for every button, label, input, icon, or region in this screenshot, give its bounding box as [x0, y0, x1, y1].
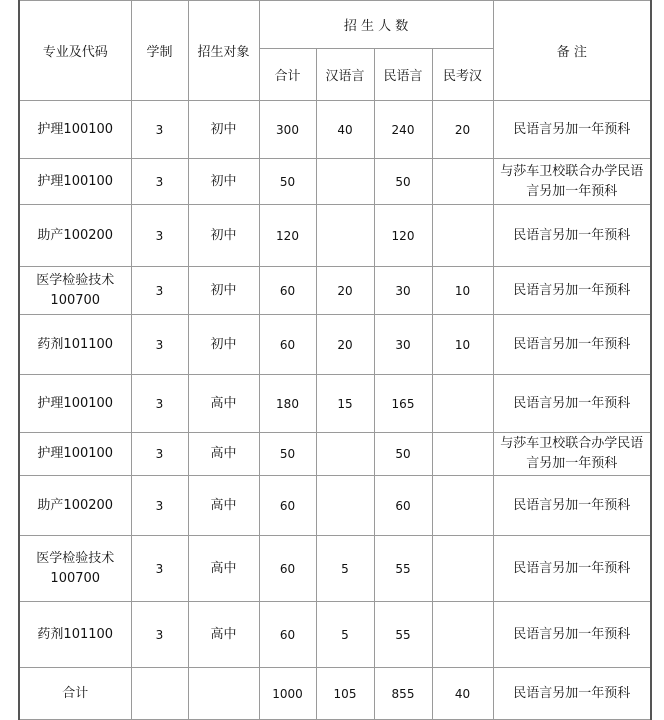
cell-major: 助产100200 [19, 205, 131, 267]
cell-remark: 民语言另加一年预科 [493, 267, 651, 315]
cell-total: 50 [259, 433, 316, 476]
header-han: 汉语言 [316, 49, 374, 101]
cell-major: 护理100100 [19, 375, 131, 433]
cell-total: 60 [259, 476, 316, 536]
cell-years: 3 [131, 205, 188, 267]
cell-remark: 民语言另加一年预科 [493, 536, 651, 602]
cell-han: 40 [316, 101, 374, 159]
table-row [19, 375, 651, 433]
cell-han: 15 [316, 375, 374, 433]
table-row [19, 315, 651, 375]
cell-target: 初中 [188, 159, 259, 205]
enrollment-table [18, 0, 652, 720]
cell-min: 55 [374, 602, 432, 668]
cell-years: 3 [131, 267, 188, 315]
table-row [19, 602, 651, 668]
cell-target: 初中 [188, 315, 259, 375]
cell-target: 高中 [188, 476, 259, 536]
cell-years: 3 [131, 433, 188, 476]
total-total: 1000 [259, 668, 316, 720]
total-label: 合计 [19, 668, 131, 720]
table-row [19, 101, 651, 159]
cell-min: 55 [374, 536, 432, 602]
cell-total: 50 [259, 159, 316, 205]
cell-years: 3 [131, 159, 188, 205]
cell-remark: 与莎车卫校联合办学民语言另加一年预科 [493, 159, 651, 205]
total-han: 105 [316, 668, 374, 720]
cell-target: 初中 [188, 101, 259, 159]
table-row [19, 536, 651, 602]
table-row [19, 159, 651, 205]
total-remark: 民语言另加一年预科 [493, 668, 651, 720]
cell-major: 医学检验技术100700 [19, 267, 131, 315]
cell-total: 60 [259, 315, 316, 375]
cell-han [316, 433, 374, 476]
cell-major: 护理100100 [19, 159, 131, 205]
cell-minkaohan [432, 536, 493, 602]
cell-target: 初中 [188, 267, 259, 315]
header-total: 合计 [259, 49, 316, 101]
cell-years: 3 [131, 315, 188, 375]
cell-target: 高中 [188, 375, 259, 433]
cell-han [316, 205, 374, 267]
total-years [131, 668, 188, 720]
total-minkaohan: 40 [432, 668, 493, 720]
cell-min: 60 [374, 476, 432, 536]
table-row [19, 476, 651, 536]
cell-min: 50 [374, 159, 432, 205]
cell-major: 护理100100 [19, 101, 131, 159]
cell-minkaohan [432, 375, 493, 433]
cell-major: 药剂101100 [19, 602, 131, 668]
cell-target: 高中 [188, 433, 259, 476]
cell-remark: 民语言另加一年预科 [493, 101, 651, 159]
total-row [19, 668, 651, 720]
cell-total: 60 [259, 267, 316, 315]
cell-years: 3 [131, 101, 188, 159]
cell-minkaohan [432, 602, 493, 668]
cell-han: 20 [316, 267, 374, 315]
cell-min: 30 [374, 315, 432, 375]
total-min: 855 [374, 668, 432, 720]
cell-years: 3 [131, 375, 188, 433]
cell-years: 3 [131, 536, 188, 602]
cell-han: 5 [316, 602, 374, 668]
header-years: 学制 [131, 1, 188, 101]
cell-min: 120 [374, 205, 432, 267]
cell-total: 60 [259, 536, 316, 602]
header-major: 专业及代码 [19, 1, 131, 101]
cell-han: 20 [316, 315, 374, 375]
cell-min: 240 [374, 101, 432, 159]
cell-remark: 民语言另加一年预科 [493, 315, 651, 375]
cell-major: 药剂101100 [19, 315, 131, 375]
cell-major: 护理100100 [19, 433, 131, 476]
cell-target: 高中 [188, 536, 259, 602]
cell-min: 50 [374, 433, 432, 476]
cell-remark: 民语言另加一年预科 [493, 476, 651, 536]
cell-total: 60 [259, 602, 316, 668]
header-target: 招生对象 [188, 1, 259, 101]
cell-remark: 与莎车卫校联合办学民语言另加一年预科 [493, 433, 651, 476]
cell-total: 300 [259, 101, 316, 159]
table-row [19, 205, 651, 267]
cell-years: 3 [131, 476, 188, 536]
header-enroll-group: 招 生 人 数 [259, 1, 493, 49]
total-target [188, 668, 259, 720]
cell-remark: 民语言另加一年预科 [493, 205, 651, 267]
cell-min: 165 [374, 375, 432, 433]
cell-target: 初中 [188, 205, 259, 267]
cell-total: 180 [259, 375, 316, 433]
table-row [19, 267, 651, 315]
table-row [19, 433, 651, 476]
cell-major: 医学检验技术100700 [19, 536, 131, 602]
cell-remark: 民语言另加一年预科 [493, 375, 651, 433]
cell-min: 30 [374, 267, 432, 315]
cell-han [316, 159, 374, 205]
cell-minkaohan [432, 476, 493, 536]
cell-remark: 民语言另加一年预科 [493, 602, 651, 668]
cell-target: 高中 [188, 602, 259, 668]
cell-minkaohan [432, 205, 493, 267]
cell-minkaohan: 20 [432, 101, 493, 159]
cell-major: 助产100200 [19, 476, 131, 536]
cell-minkaohan: 10 [432, 267, 493, 315]
cell-han: 5 [316, 536, 374, 602]
cell-minkaohan [432, 159, 493, 205]
header-minkaohan: 民考汉 [432, 49, 493, 101]
header-min: 民语言 [374, 49, 432, 101]
cell-total: 120 [259, 205, 316, 267]
cell-years: 3 [131, 602, 188, 668]
cell-han [316, 476, 374, 536]
cell-minkaohan: 10 [432, 315, 493, 375]
cell-minkaohan [432, 433, 493, 476]
header-remark: 备 注 [493, 1, 651, 101]
